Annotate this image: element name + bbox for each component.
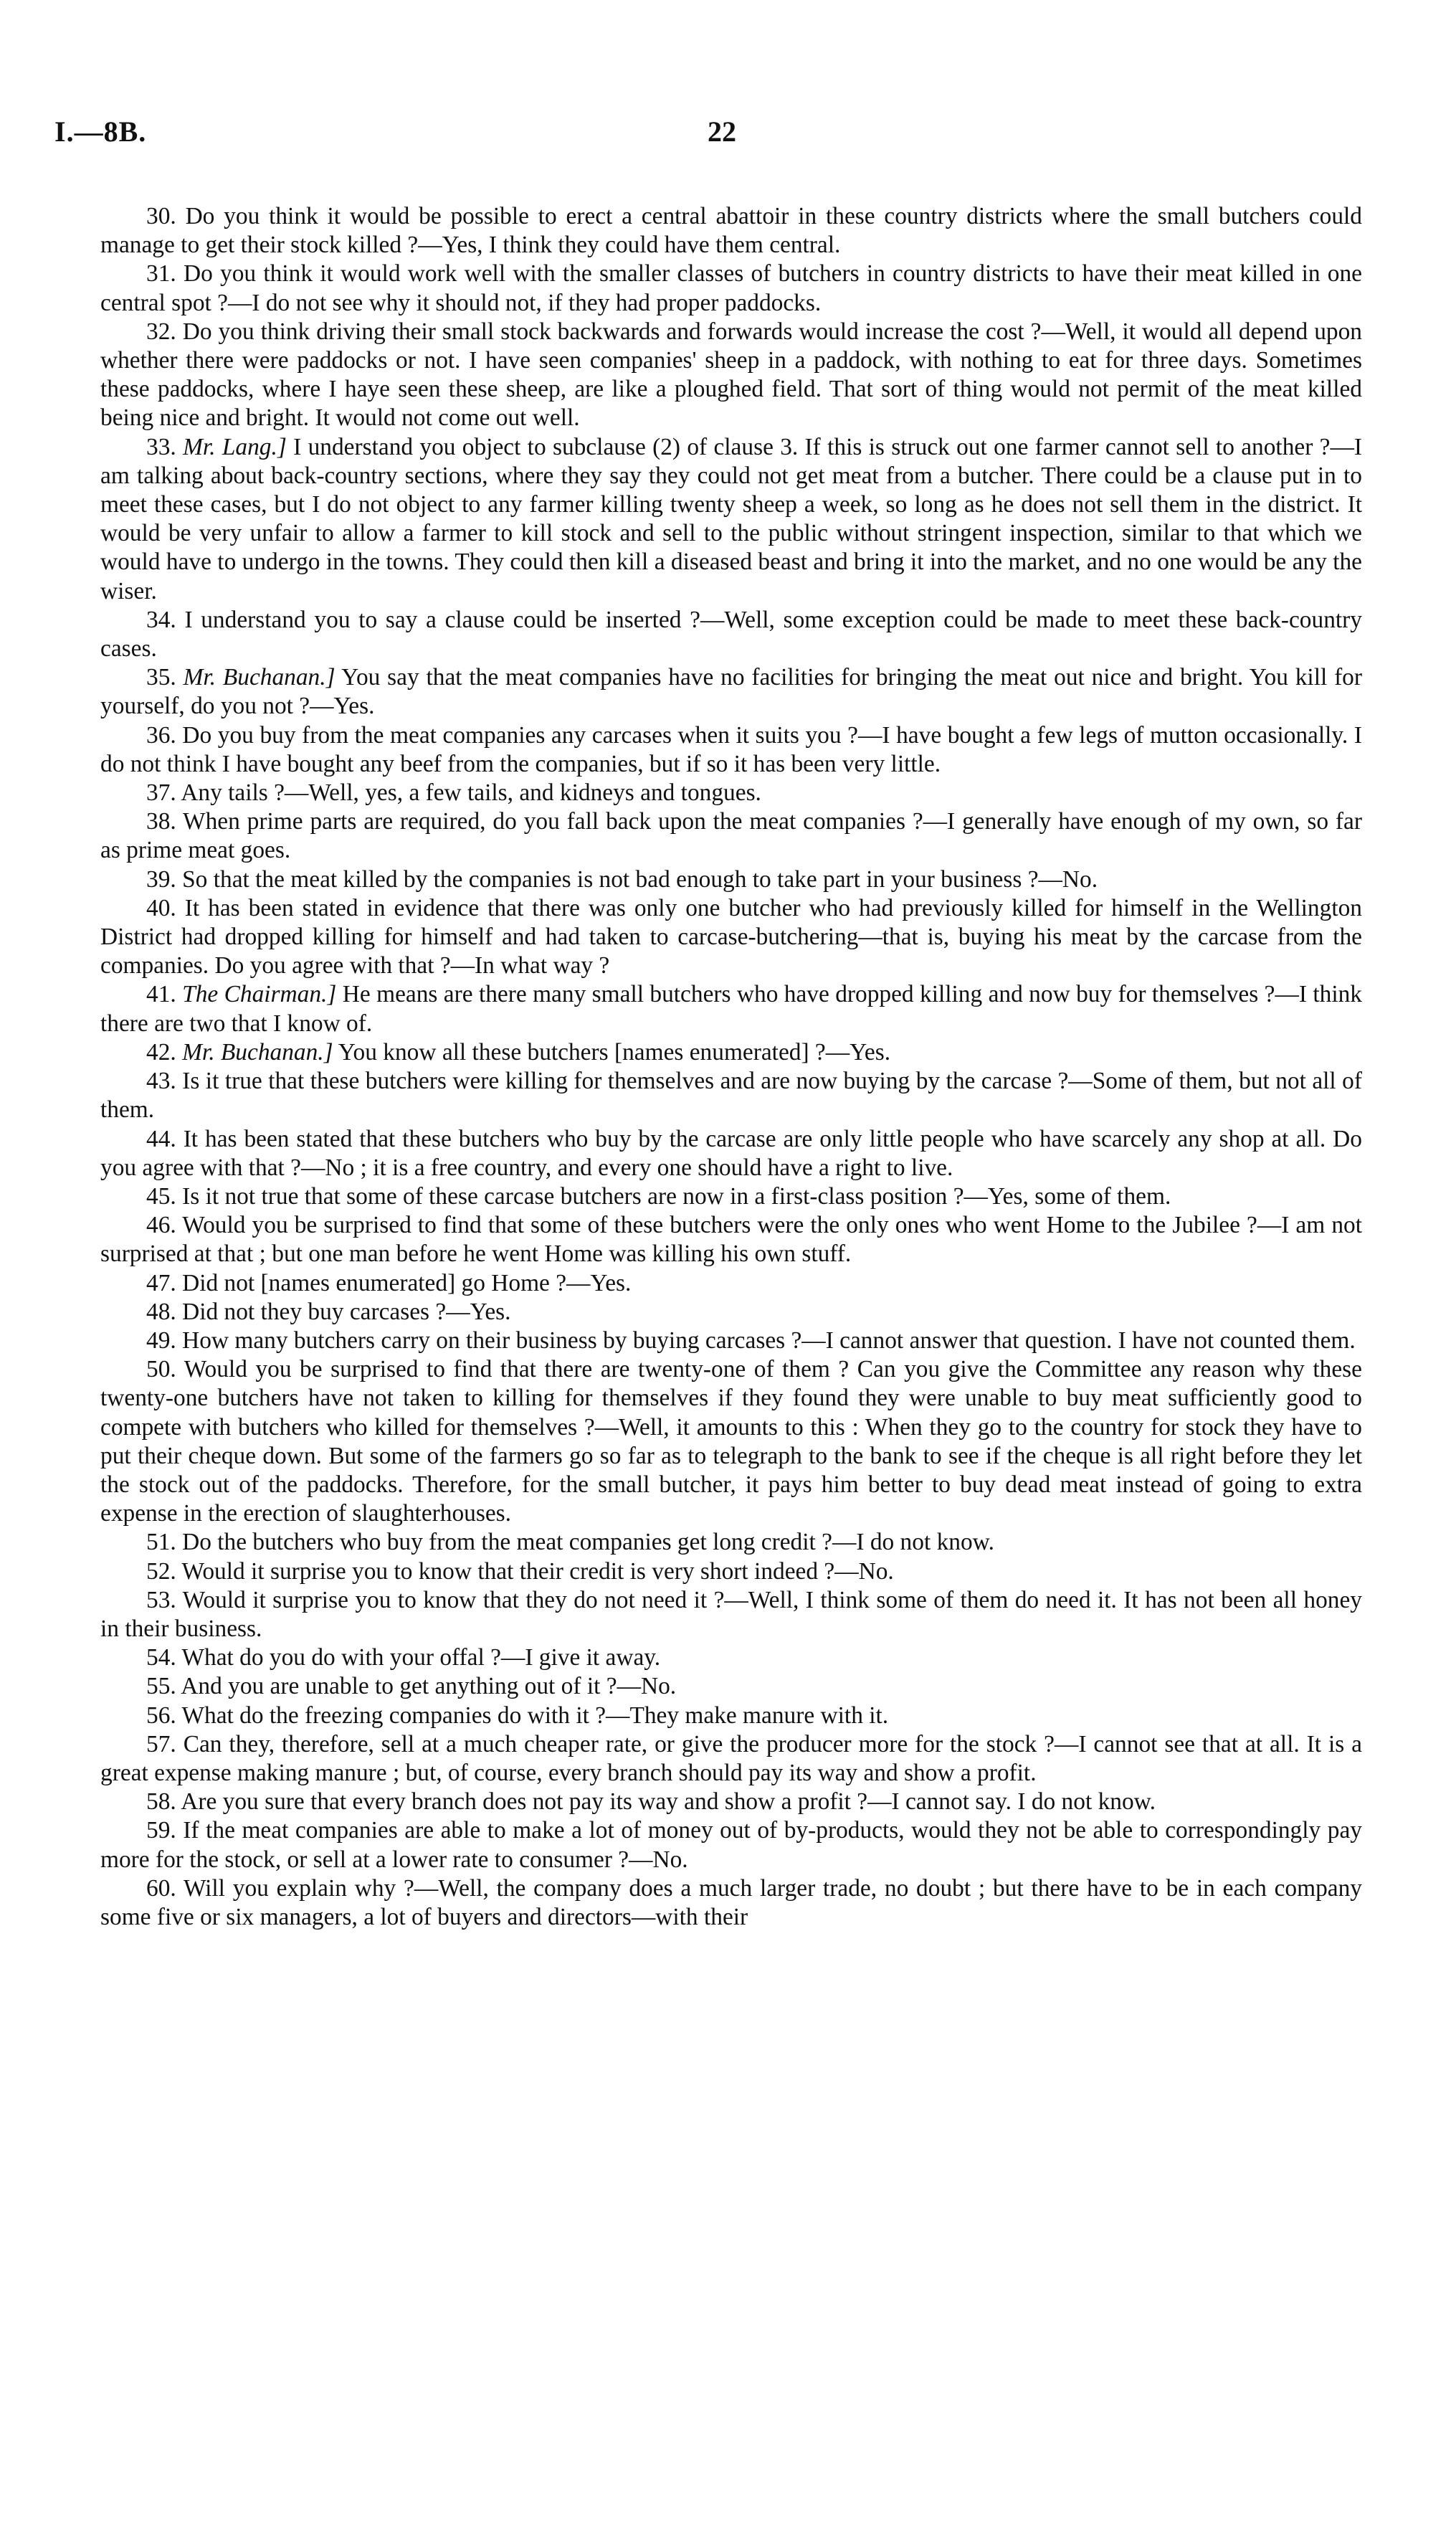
speaker-name: Mr. Lang.] <box>183 433 287 460</box>
evidence-entry <box>100 1528 1362 1557</box>
evidence-entry <box>100 1730 1362 1788</box>
entry-text: Do you think driving their small stock backwards and forwards would increase the cost ?—Well, it would all depend upon whether there were paddocks or not. I have seen companies' sheep in a paddock, with nothing to eat for three days. Sometimes these paddocks, where I haye seen these sheep, are like a ploughed field. That sort of thing would not permit of the meat killed being nice and bright. It would not come out well. <box>100 318 1362 432</box>
entry-text: Do you think it would be possible to erect a central abattoir in these country districts where the small butchers could manage to get their stock killed ?—Yes, I think they could have them central. <box>100 203 1362 259</box>
entry-number: 39. <box>146 865 176 893</box>
entry-number: 44. <box>146 1125 176 1152</box>
entry-number: 57. <box>146 1730 176 1757</box>
evidence-transcript <box>100 202 1362 1932</box>
evidence-entry <box>100 1211 1362 1268</box>
evidence-entry <box>100 1125 1362 1182</box>
speaker-name: The Chairman.] <box>182 981 337 1008</box>
evidence-entry <box>100 1702 1362 1730</box>
entry-number: 53. <box>146 1586 176 1613</box>
entry-number: 60. <box>146 1874 176 1902</box>
entry-text: It has been stated in evidence that there was only one butcher who had previously killed for himself in the Wellington District had dropped killing for himself and had taken to carcase-butchering—that is, buying his meat by the carcase from the companies. Do you agree with that ?—In what way ? <box>100 894 1362 979</box>
entry-text: Did not they buy carcases ?—Yes. <box>182 1298 511 1325</box>
entry-text: Can they, therefore, sell at a much cheaper rate, or give the producer more for the stock ?—I cannot see that at all. It is a great expense making manure ; but, of course, every branch should pay its way and show a profit. <box>100 1730 1362 1786</box>
entry-number: 58. <box>146 1788 176 1816</box>
evidence-entry <box>100 1269 1362 1298</box>
entry-number: 34. <box>146 606 176 633</box>
evidence-entry <box>100 433 1362 606</box>
speaker-name: Mr. Buchanan.] <box>183 664 336 691</box>
entry-text: Do the butchers who buy from the meat companies get long credit ?—I do not know. <box>182 1529 994 1556</box>
entry-text: Will you explain why ?—Well, the company does a much larger trade, no doubt ; but there have to be in each company some five or six managers, a lot of buyers and directors—with their <box>100 1874 1362 1930</box>
entry-text: Is it true that these butchers were killing for themselves and are now buying by the carcase ?—Some of them, but not all of them. <box>100 1068 1362 1124</box>
entry-text: You know all these butchers [names enumerated] ?—Yes. <box>338 1038 891 1066</box>
entry-number: 49. <box>146 1327 176 1354</box>
document-page <box>54 115 1363 1932</box>
evidence-entry <box>100 1067 1362 1124</box>
entry-text: He means are there many small butchers who have dropped killing and now buy for themselves ?—I think there are two that I know of. <box>100 981 1362 1037</box>
evidence-entry <box>100 663 1362 721</box>
entry-text: If the meat companies are able to make a lot of money out of by-products, would they not be able to correspondingly pay more for the stock, or sell at a lower rate to consumer ?—No. <box>100 1817 1362 1873</box>
entry-number: 40. <box>146 894 176 921</box>
speaker-name: Mr. Buchanan.] <box>182 1038 333 1066</box>
entry-text: And you are unable to get anything out of it ?—No. <box>181 1673 677 1700</box>
evidence-entry <box>100 1182 1362 1211</box>
entry-text: Did not [names enumerated] go Home ?—Yes. <box>182 1269 632 1296</box>
evidence-entry <box>100 1557 1362 1586</box>
entry-number: 51. <box>146 1529 176 1556</box>
evidence-entry <box>100 1788 1362 1816</box>
entry-text: How many butchers carry on their business by buying carcases ?—I cannot answer that question. I have not counted them. <box>182 1327 1356 1354</box>
evidence-entry <box>100 1672 1362 1701</box>
entry-text: So that the meat killed by the companies is not bad enough to take part in your business ?—No. <box>182 865 1098 893</box>
evidence-entry <box>100 1038 1362 1067</box>
document-reference: I.—8B. <box>54 115 147 148</box>
evidence-entry <box>100 260 1362 317</box>
evidence-entry <box>100 807 1362 865</box>
entry-number: 38. <box>146 808 176 835</box>
entry-text: When prime parts are required, do you fall back upon the meat companies ?—I generally have enough of my own, so far as prime meat goes. <box>100 808 1362 864</box>
entry-text: Is it not true that some of these carcase butchers are now in a first-class position ?—Yes, some of them. <box>182 1182 1171 1210</box>
evidence-entry <box>100 202 1362 260</box>
entry-text: Would you be surprised to find that some of these butchers were the only ones who went Home to the Jubilee ?—I am not surprised at that ; but one man before he went Home was killing his own stuff. <box>100 1212 1362 1268</box>
entry-number: 56. <box>146 1702 176 1729</box>
entry-text: Do you buy from the meat companies any carcases when it suits you ?—I have bought a few legs of mutton occasionally. I do not think I have bought any beef from the companies, but if so it has been very little. <box>100 721 1362 777</box>
entry-number: 55. <box>146 1673 176 1700</box>
entry-text: You say that the meat companies have no facilities for bringing the meat out nice and bright. You kill for yourself, do you not ?—Yes. <box>100 664 1362 720</box>
entry-text: I understand you to say a clause could be inserted ?—Well, some exception could be made to meet these back-country cases. <box>100 606 1362 663</box>
evidence-entry <box>100 779 1362 807</box>
evidence-entry <box>100 318 1362 433</box>
entry-number: 50. <box>146 1356 176 1383</box>
entry-text: I understand you object to subclause (2) of clause 3. If this is struck out one farmer cannot sell to another ?—I am talking about back-country sections, where they say they could not get meat from a butcher. There could be a clause put in to meet these cases, but I do not object to any farmer killing twenty sheep a week, so long as he does not sell them in the district. It would be very unfair to allow a farmer to kill stock and sell to the public without stringent inspection, similar to that which we would have to undergo in the towns. They could then kill a diseased beast and bring it into the market, and no one would be any the wiser. <box>100 433 1362 604</box>
entry-number: 47. <box>146 1269 176 1296</box>
entry-number: 42. <box>146 1038 176 1066</box>
evidence-entry <box>100 1816 1362 1874</box>
entry-number: 46. <box>146 1212 176 1239</box>
entry-number: 54. <box>146 1644 176 1671</box>
entry-number: 52. <box>146 1557 176 1585</box>
page-number: 22 <box>708 115 736 148</box>
evidence-entry <box>100 894 1362 981</box>
evidence-entry <box>100 1298 1362 1327</box>
entry-number: 32. <box>146 318 176 345</box>
evidence-entry <box>100 1643 1362 1672</box>
entry-text: Would it surprise you to know that their credit is very short indeed ?—No. <box>181 1557 894 1585</box>
entry-text: What do you do with your offal ?—I give it away. <box>181 1644 661 1671</box>
evidence-entry <box>100 606 1362 663</box>
entry-number: 37. <box>146 779 176 807</box>
page-header <box>54 115 1362 158</box>
entry-text: Do you think it would work well with the smaller classes of butchers in country districts to have their meat killed in one central spot ?—I do not see why it should not, if they had proper paddocks. <box>100 260 1362 316</box>
entry-text: Would you be surprised to find that there are twenty-one of them ? Can you give the Committee any reason why these twenty-one butchers have not taken to killing for themselves if they found they were unable to buy meat sufficiently good to compete with butchers who killed for themselves ?—Well, it amounts to this : When they go to the country for stock they have to put their cheque down. But some of the farmers go so far as to telegraph to the bank to see if the cheque is all right before they let the stock out of the paddocks. Therefore, for the small butcher, it pays him better to buy dead meat instead of going to extra expense in the erection of slaughterhouses. <box>100 1356 1363 1527</box>
evidence-entry <box>100 1327 1362 1355</box>
evidence-entry <box>100 1586 1362 1643</box>
entry-text: Are you sure that every branch does not pay its way and show a profit ?—I cannot say. I do not know. <box>181 1788 1156 1816</box>
entry-number: 43. <box>146 1068 176 1095</box>
evidence-entry <box>100 1874 1362 1932</box>
entry-number: 48. <box>146 1298 176 1325</box>
entry-number: 59. <box>146 1817 176 1844</box>
entry-text: Any tails ?—Well, yes, a few tails, and kidneys and tongues. <box>181 779 761 807</box>
entry-number: 45. <box>146 1182 176 1210</box>
evidence-entry <box>100 865 1362 894</box>
entry-number: 31. <box>146 260 176 288</box>
entry-number: 41. <box>146 981 176 1008</box>
entry-number: 30. <box>146 203 176 229</box>
evidence-entry <box>100 980 1362 1038</box>
evidence-entry <box>100 721 1362 779</box>
evidence-entry <box>100 1355 1362 1528</box>
entry-number: 33. <box>146 433 176 460</box>
entry-number: 35. <box>146 664 176 691</box>
entry-text: It has been stated that these butchers who buy by the carcase are only little people who have scarcely any shop at all. Do you agree with that ?—No ; it is a free country, and every one should have a right to live. <box>100 1125 1362 1181</box>
entry-number: 36. <box>146 721 176 749</box>
entry-text: What do the freezing companies do with it ?—They make manure with it. <box>181 1702 889 1729</box>
entry-text: Would it surprise you to know that they do not need it ?—Well, I think some of them do need it. It has not been all honey in their business. <box>100 1586 1362 1642</box>
